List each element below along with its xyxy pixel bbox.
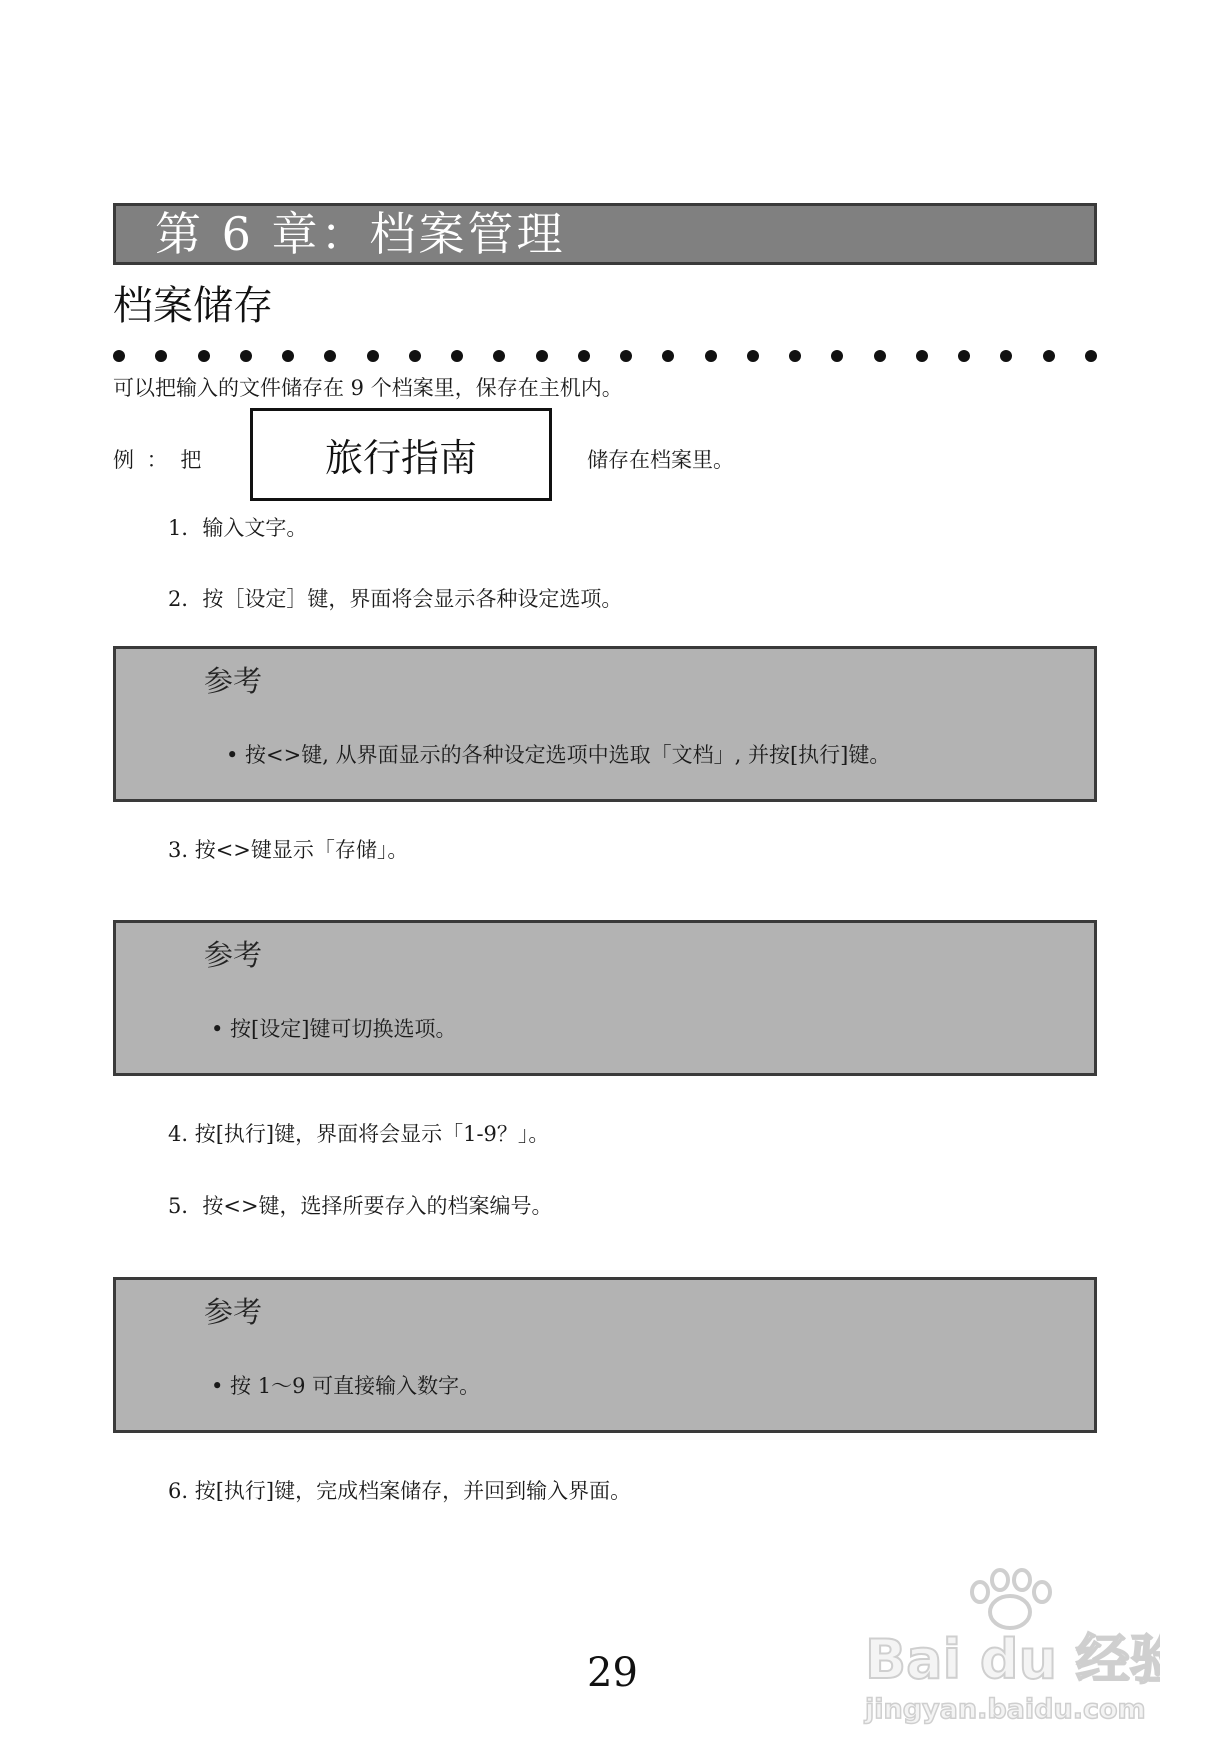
divider-dot — [789, 350, 801, 362]
divider-dot — [747, 350, 759, 362]
note-text: • 按 1～9 可直接输入数字。 — [211, 1374, 481, 1398]
divider-dot — [705, 350, 717, 362]
divider-dot — [367, 350, 379, 362]
note-text: • 按[设定]键可切换选项。 — [211, 1017, 457, 1041]
note-title: 参考 — [204, 1295, 263, 1329]
example-prefix: 例 ： 把 — [113, 448, 202, 472]
example-suffix: 储存在档案里。 — [587, 448, 734, 472]
dotted-divider — [113, 344, 1097, 368]
divider-dot — [958, 350, 970, 362]
paw-logo-icon — [860, 1560, 1160, 1730]
step-6: 6. 按[执行]键，完成档案储存，并回到输入界面。 — [168, 1479, 632, 1503]
divider-dot — [409, 350, 421, 362]
divider-dot — [1043, 350, 1055, 362]
note-box-1 — [113, 646, 1097, 802]
step-4: 4. 按[执行]键，界面将会显示「1-9？」。 — [168, 1122, 550, 1146]
divider-dot — [916, 350, 928, 362]
intro-text: 可以把输入的文件储存在 9 个档案里，保存在主机内。 — [113, 376, 623, 400]
divider-dot — [831, 350, 843, 362]
note-title: 参考 — [204, 664, 263, 698]
divider-dot — [1000, 350, 1012, 362]
divider-dot — [240, 350, 252, 362]
divider-dot — [282, 350, 294, 362]
section-title: 档案储存 — [113, 283, 273, 329]
step-1: 1．输入文字。 — [168, 516, 308, 540]
divider-dot — [620, 350, 632, 362]
divider-dot — [155, 350, 167, 362]
note-text: • 按<>键, 从界面显示的各种设定选项中选取「文档」, 并按[执行]键。 — [226, 743, 891, 767]
note-title: 参考 — [204, 938, 263, 972]
divider-dot — [113, 350, 125, 362]
divider-dot — [493, 350, 505, 362]
step-5: 5．按<>键，选择所要存入的档案编号。 — [168, 1194, 553, 1218]
divider-dot — [578, 350, 590, 362]
divider-dot — [324, 350, 336, 362]
divider-dot — [874, 350, 886, 362]
divider-dot — [1085, 350, 1097, 362]
chapter-title: 第 6 章：档案管理 — [155, 207, 566, 261]
watermark-brand: Bai du 经验 — [865, 1628, 1160, 1691]
note-box-2 — [113, 920, 1097, 1076]
step-3: 3. 按<>键显示「存储」。 — [168, 838, 409, 862]
divider-dot — [198, 350, 210, 362]
step-2: 2．按［设定］键，界面将会显示各种设定选项。 — [168, 587, 623, 611]
divider-dot — [451, 350, 463, 362]
note-box-3 — [113, 1277, 1097, 1433]
divider-dot — [662, 350, 674, 362]
page-number: 29 — [587, 1650, 638, 1696]
example-boxed-text: 旅行指南 — [250, 408, 552, 501]
watermark-url: jingyan.baidu.com — [865, 1694, 1146, 1725]
divider-dot — [536, 350, 548, 362]
baidu-watermark — [860, 1560, 1160, 1730]
